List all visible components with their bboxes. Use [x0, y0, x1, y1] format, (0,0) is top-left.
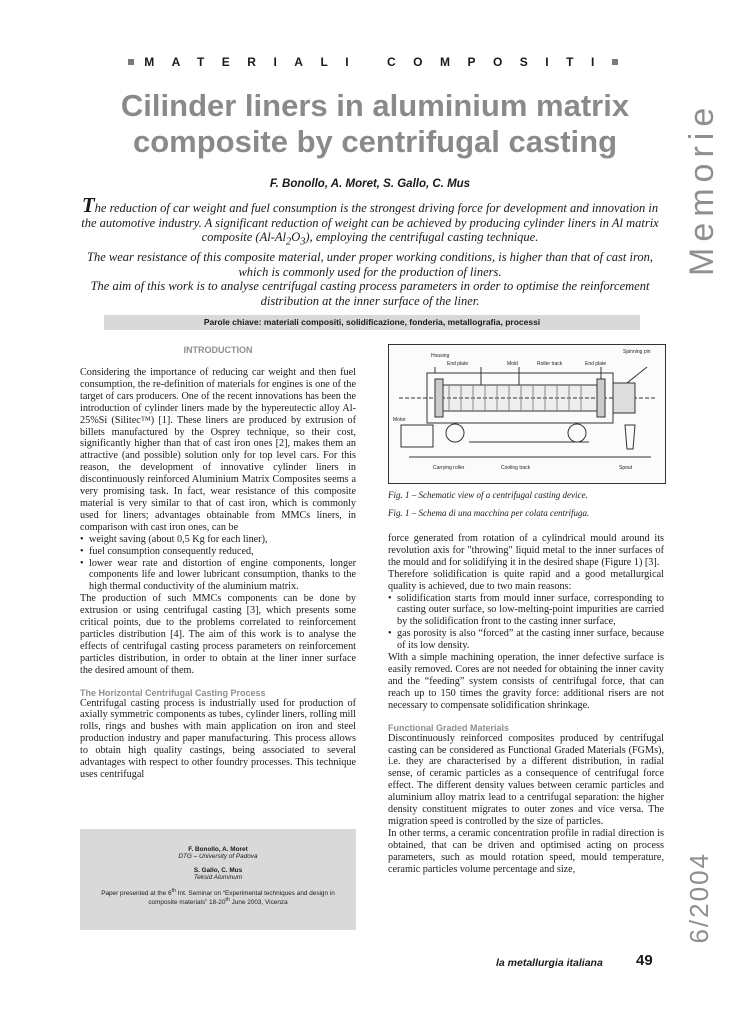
abstract-sub-1: 2 [285, 236, 292, 248]
info-paper-sup-2: th [225, 897, 230, 904]
label-carrying-roller: Carrying roller [433, 465, 465, 471]
page-number: 49 [636, 952, 653, 969]
spout-shape [625, 425, 635, 449]
intro-bullet-1: • weight saving (about 0,5 Kg for each liner), [80, 534, 356, 546]
authors: F. Bonollo, A. Moret, S. Gallo, C. Mus [269, 178, 471, 190]
intro-bullet-3: • lower wear rate and distortion of engine components, longer components life and lower lubricant consumption, thanks to the high thermal conductivity of the aluminium matrix. [80, 558, 356, 594]
intro-bullet-list [80, 534, 356, 594]
centrifugal-casting-schematic [389, 345, 665, 483]
end-plate-left-shape [435, 379, 443, 417]
section-label: MATERIALI COMPOSITI [144, 55, 612, 69]
abstract-p1-end: ), employing the centrifugal casting technique. [305, 230, 539, 245]
figure-centrifugal-device [388, 344, 666, 484]
fgm-heading: Functional Graded Materials [388, 722, 510, 733]
abstract-p3: The aim of this work is to analyse centrifugal casting process parameters in order to optimise the reinforcement distribution at the inner surface of the liner. [90, 279, 650, 309]
section-header [128, 55, 618, 69]
intro-paragraph-2: The production of such MMCs components can be done by extrusion or using centrifugal casting [3], which presents some critical points, due to the problems correlated to reinforcement particles distribution [4]. The aim of this work is to analyse the effects of centrifugal casting process parameters on reinforcement particles distribution, in order to obtain at the liner inner surface the desired amount of them. [80, 593, 356, 676]
label-end-plate-left: End plate [447, 361, 469, 367]
label-roller-track: Roller track [537, 361, 563, 367]
end-plate-right-shape [597, 379, 605, 417]
right-bullet-1: • solidification starts from mould inner surface, corresponding to casting outer surface, so low-melting-point impurities are carried by the solidification front to the casting inner surface, [388, 593, 664, 629]
abstract-p1 [80, 193, 660, 250]
figure-caption-it: Fig. 1 – Schema di una macchina per colata centrifuga. [388, 508, 590, 518]
right-paragraph-1: force generated from rotation of a cylindrical mould around its revolution axis for "throwing" liquid metal to the inner surfaces of the mould and for solidifying it in the desired shape (Figure 1) [3]. [388, 533, 664, 568]
introduction-heading: INTRODUCTION [183, 345, 253, 355]
author-info-box [80, 829, 356, 930]
info-paper-mid: Int. Seminar on “Experimental techniques and design in composite materials” 18-20 [148, 890, 335, 907]
horizontal-paragraph: Centrifugal casting process is industrially used for production of axially symmetric components as tubes, cylinder liners, rolling mill rolls, rings and bushes with main application on iron and steel production industry and paper manufacturing. This process allows to obtain high quality castings, being associated to several advantages with respect to other foundry processes. This technique uses centrifugal [80, 697, 356, 780]
right-paragraph-3: With a simple machining operation, the inner defective surface is easily removed. Cores are not needed for obtaining the inner cavity and the “feeding” system consists of centrifugal force, that can reach up to 150 times the gravity force: additional risers are not necessary to compensate solidification shrinkage. [388, 652, 664, 711]
label-mold: Mold [507, 361, 518, 367]
info-authors-1: F. Bonollo, A. Moret [188, 846, 248, 853]
horizontal-heading: The Horizontal Centrifugal Casting Process [80, 687, 266, 698]
fgm-paragraph-1: Discontinuously reinforced composites produced by centrifugal casting can be considered as Functional Graded Materials (FGMs), i.e. they are characterised by a different distribution, in radial sense, of ceramic particles as a consequence of centrifugal force effect. The different density values between ceramic particles and aluminium alloy matrix lead to a centrifugal separation: the higher density constituent migrates to outer zones and vice versa. The migration speed is controlled by the size of particles. [388, 732, 664, 827]
label-spinning-pin: Spinning pin [623, 349, 651, 355]
info-paper-note [80, 888, 356, 906]
article-title [80, 88, 670, 160]
fgm-paragraph-2: In other terms, a ceramic concentration profile in radial direction is obtained, that can be driven and optimised acting on process parameters, such as mould rotation speed, mould temperature, ceramic particles volume percentage and size, [388, 827, 664, 875]
info-affiliation-2: Teksid Aluminum [193, 874, 243, 881]
motor-shape [401, 425, 433, 447]
header-right-square [612, 59, 618, 65]
title-line-2: composite by centrifugal casting [132, 124, 618, 159]
title-line-1: Cilinder liners in aluminium matrix [120, 88, 630, 123]
label-housing: Housing [431, 353, 450, 359]
intro-paragraph-1: Considering the importance of reducing car weight and then fuel consumption, the re-definition of materials for engines is one of the target of cars producers. One of the recent innovations has been the introduction of cylinder liners made by the hypereutectic alloy Al-25%Si (Silitec™) [1]. These liners are produced by extrusion of billets manufactured by the Osprey technique, so their cost, significantly higher than that of cast iron ones [2], makes them an attractive (and possible) solution only for top level cars. For this reason, the development of innovative cylinder liners in discontinuously reinforced Aluminium Matrix Composites seems a very promising task. In fact, wear resistance of this composite material is very similar to that of cast iron, which is commonly used for liners; advantages obtainable from MMCs liners, in comparison with cast iron ones, can be [80, 367, 356, 533]
info-paper-sup-1: th [171, 888, 176, 894]
abstract-p1-text: he reduction of car weight and fuel consumption is the strongest driving force for development and innovation in the automotive industry. A significant reduction of weight can be achieved by producing cylinder liners in Al matrix composite (Al-Al [81, 201, 659, 245]
keywords-bar: Parole chiave: materiali compositi, solidificazione, fonderia, metallografia, processi [104, 315, 640, 330]
abstract [80, 193, 660, 309]
side-issue-label: 6/2004 [684, 852, 714, 944]
info-affiliation-1: DTG – University of Padova [178, 853, 258, 860]
abstract-sub-2: 3 [300, 236, 306, 248]
dropcap: T [81, 193, 95, 217]
info-authors-2: S. Gallo, C. Mus [193, 867, 243, 874]
spinning-pin-leader [627, 367, 647, 383]
info-paper-end: June 2003, Vicenza [229, 899, 288, 907]
abstract-p2: The wear resistance of this composite material, under proper working conditions, is higher than that of cast iron, which is commonly used for the production of liners. [87, 250, 653, 279]
carrying-roller-right [568, 424, 586, 442]
label-cooling-track: Cooling track [501, 465, 531, 471]
label-spout: Spout [619, 465, 633, 471]
label-end-plate-right: End plate [585, 361, 607, 367]
side-memorie-label: Memorie [683, 101, 721, 276]
right-column [388, 533, 664, 875]
right-paragraph-2: Therefore solidification is quite rapid and a good metallurgical quality is achieved, due to two main reasons: [388, 568, 664, 592]
carrying-roller-left [446, 424, 464, 442]
figure-caption-en: Fig. 1 – Schematic view of a centrifugal casting device. [388, 490, 588, 500]
info-paper-pre: Paper presented at the 6 [101, 890, 172, 898]
spinning-pin-shape [613, 383, 635, 413]
right-bullet-2: • gas porosity is also “forced” at the casting inner surface, because of its low density. [388, 628, 664, 652]
label-motor: Motor [393, 417, 406, 423]
left-column [80, 345, 356, 781]
intro-bullet-2: • fuel consumption consequently reduced, [80, 546, 356, 558]
footer-journal-name: la metallurgia italiana [496, 957, 603, 969]
right-bullet-list [388, 593, 664, 653]
abstract-mid: O [291, 230, 301, 245]
